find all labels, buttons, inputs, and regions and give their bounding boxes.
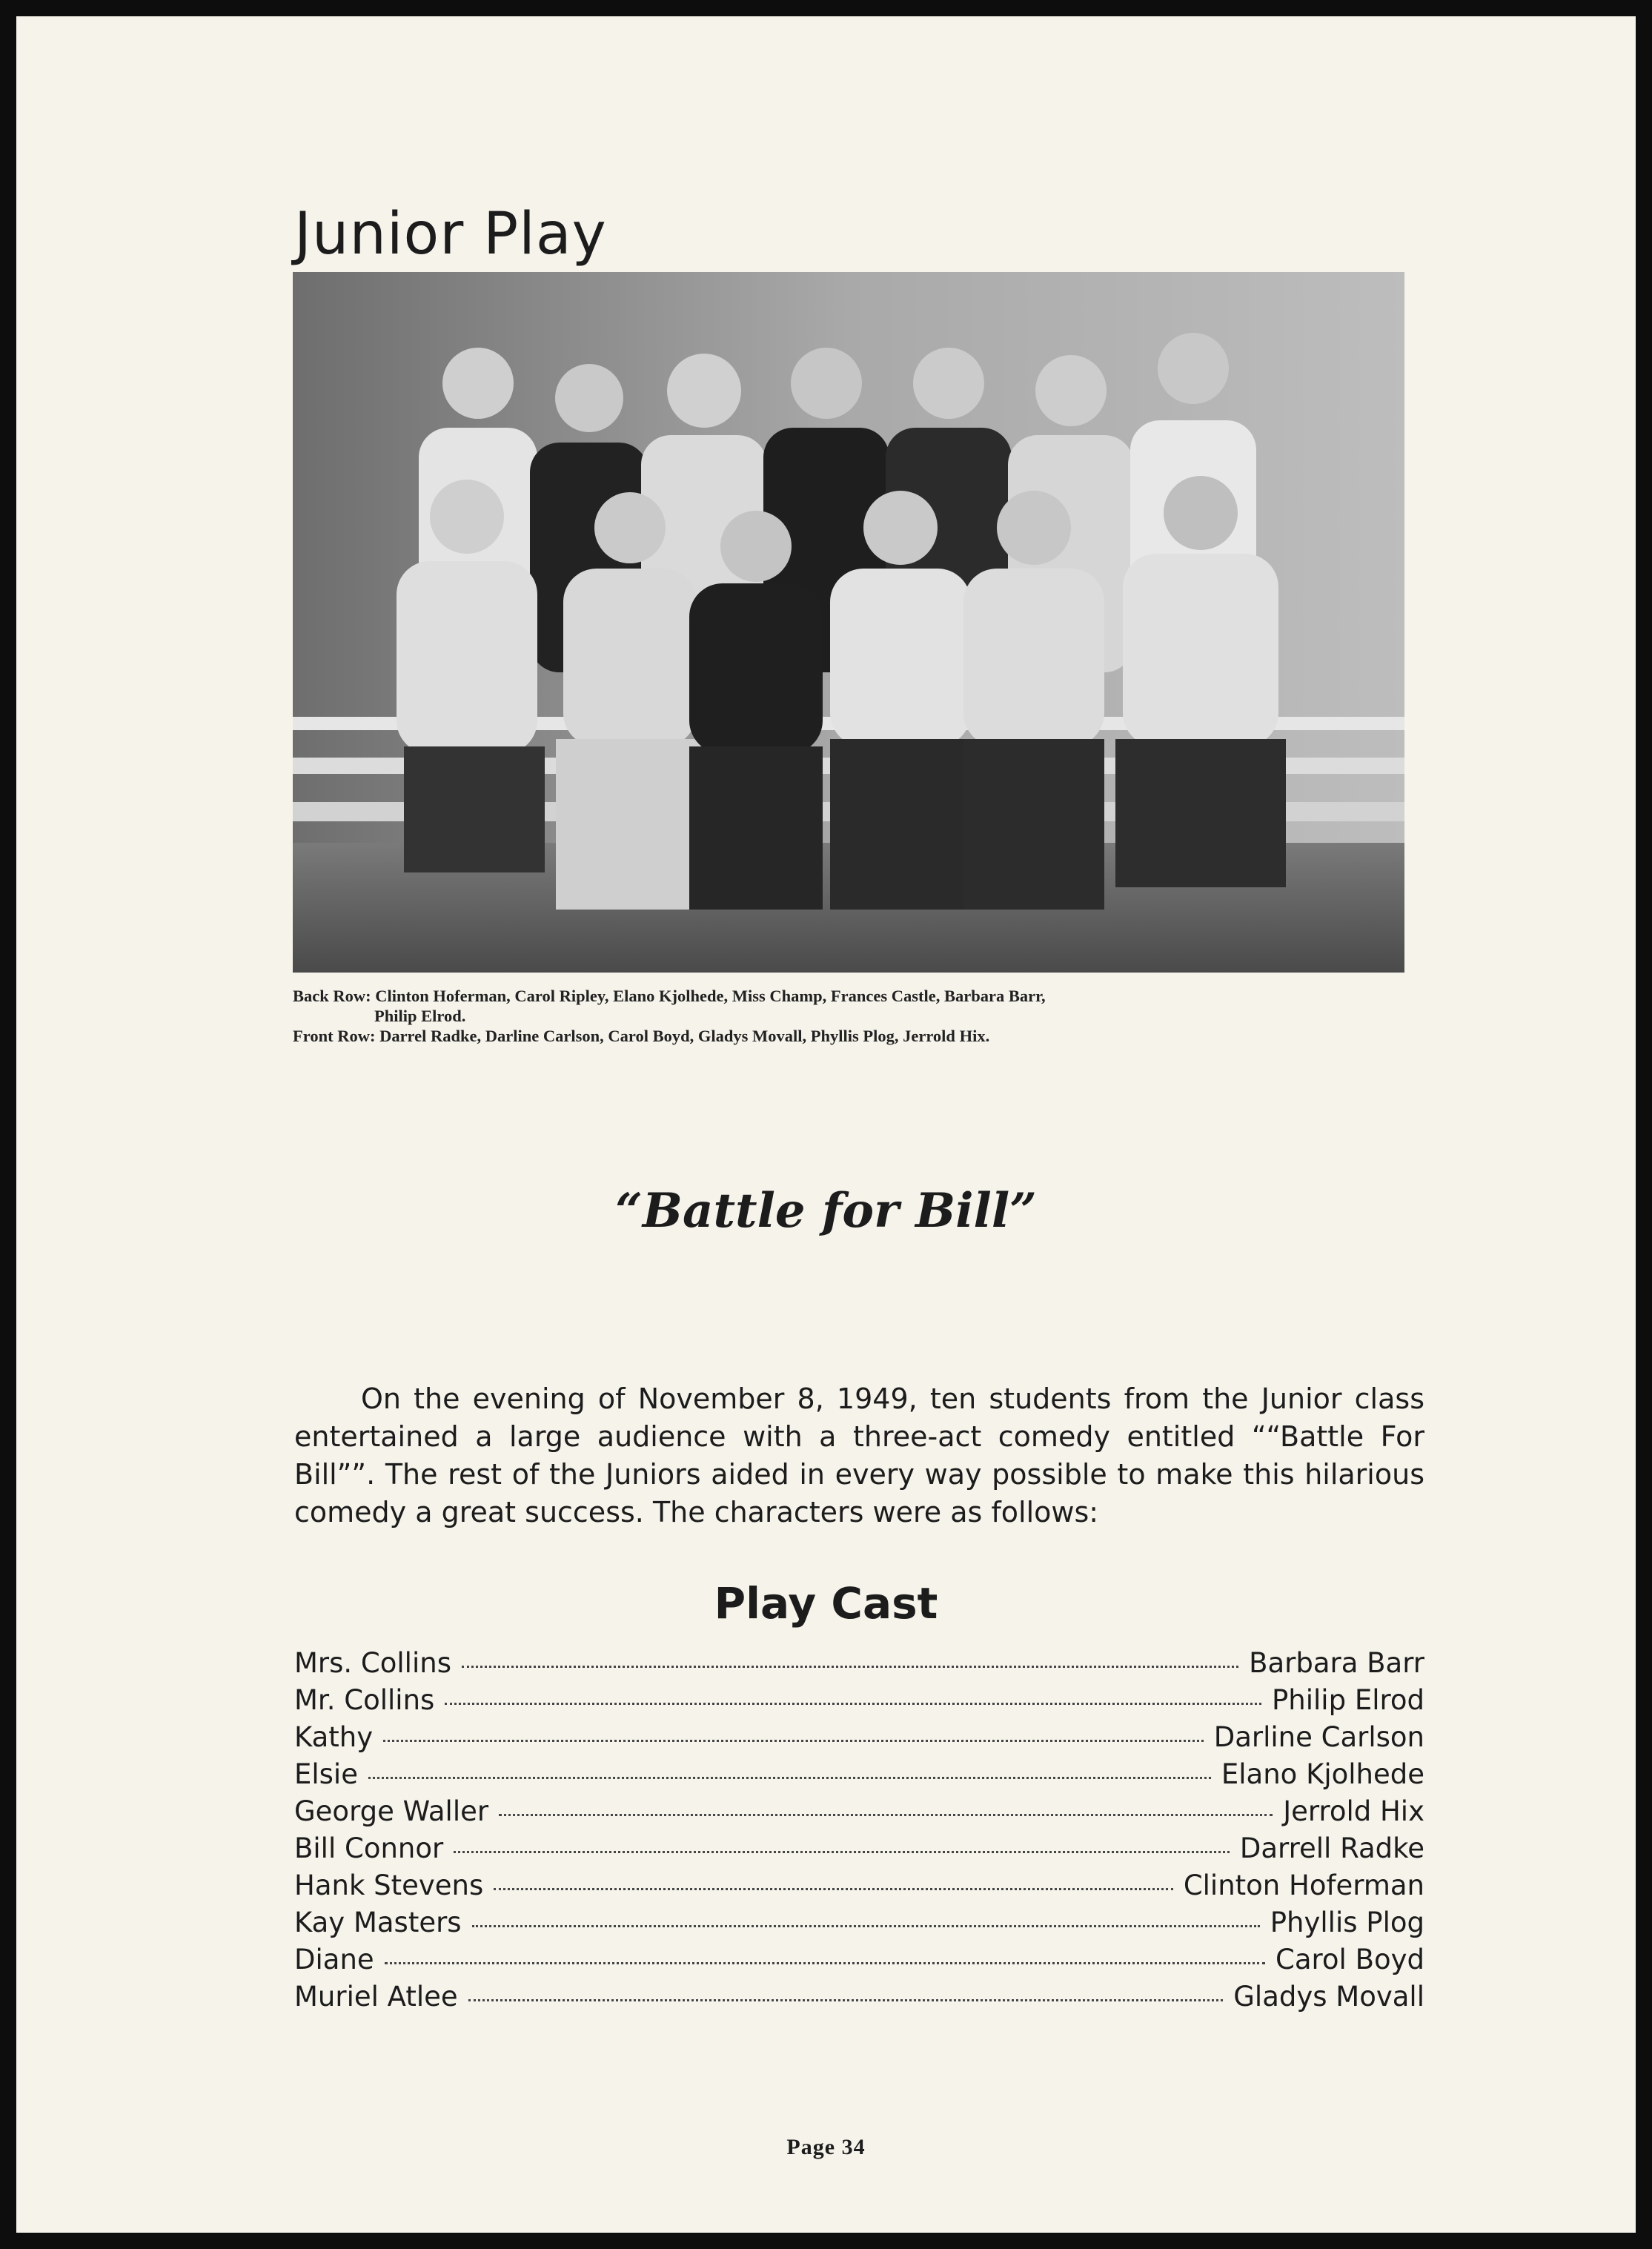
- cast-role: Hank Stevens: [294, 1869, 484, 1901]
- cast-actor: Jerrold Hix: [1283, 1795, 1424, 1827]
- description-paragraph: On the evening of November 8, 1949, ten students from the Junior class entertained a large audience with a three-act comedy entitled ““Battle For Bill””. The rest of the Juniors aided in every way possible to make this hilarious comedy a great success. The characters were as follows:: [294, 1382, 1424, 1528]
- cast-actor: Gladys Movall: [1233, 1981, 1424, 2013]
- page-heading: Junior Play: [294, 201, 607, 268]
- cast-entry: [294, 1944, 1424, 1981]
- cast-entry: [294, 1647, 1424, 1684]
- cast-role: Kathy: [294, 1721, 374, 1753]
- dot-leader: [494, 1888, 1173, 1890]
- cast-role: Bill Connor: [294, 1832, 444, 1864]
- group-photo: [293, 272, 1404, 973]
- cast-role: Kay Masters: [294, 1907, 462, 1938]
- dot-leader: [499, 1814, 1273, 1816]
- cast-entry: [294, 1981, 1424, 2018]
- caption-front-row: Front Row: Darrel Radke, Darline Carlson, Carol Boyd, Gladys Movall, Phyllis Plog, Jerrold Hix.: [293, 1027, 990, 1045]
- cast-actor: Barbara Barr: [1249, 1647, 1424, 1679]
- cast-role: Muriel Atlee: [294, 1981, 458, 2013]
- dot-leader: [383, 1740, 1204, 1742]
- dot-leader: [368, 1777, 1211, 1779]
- dot-leader: [445, 1703, 1261, 1705]
- cast-actor: Darrell Radke: [1239, 1832, 1424, 1864]
- photo-caption: [293, 986, 1412, 1046]
- dot-leader: [385, 1962, 1265, 1964]
- dot-leader: [462, 1666, 1238, 1668]
- cast-list: [294, 1647, 1424, 2018]
- cast-actor: Darline Carlson: [1213, 1721, 1424, 1753]
- yearbook-page: [16, 16, 1636, 2233]
- cast-entry: [294, 1907, 1424, 1944]
- cast-actor: Phyllis Plog: [1270, 1907, 1424, 1938]
- cast-role: Diane: [294, 1944, 374, 1975]
- dot-leader: [454, 1851, 1230, 1853]
- cast-role: George Waller: [294, 1795, 489, 1827]
- cast-entry: [294, 1832, 1424, 1869]
- caption-back-row: Back Row: Clinton Hoferman, Carol Ripley, Elano Kjolhede, Miss Champ, Frances Castle, Barbara Barr,: [293, 987, 1046, 1005]
- page-number: Page 34: [786, 2135, 866, 2159]
- dot-leader: [472, 1925, 1260, 1927]
- cast-actor: Elano Kjolhede: [1221, 1758, 1424, 1790]
- caption-back-row-continued: Philip Elrod.: [374, 1007, 466, 1025]
- cast-heading: Play Cast: [714, 1578, 938, 1629]
- cast-role: Mrs. Collins: [294, 1647, 451, 1679]
- dot-leader: [468, 1999, 1224, 2001]
- cast-entry: [294, 1795, 1424, 1832]
- cast-role: Elsie: [294, 1758, 358, 1790]
- cast-actor: Clinton Hoferman: [1183, 1869, 1424, 1901]
- cast-entry: [294, 1721, 1424, 1758]
- cast-entry: [294, 1869, 1424, 1907]
- cast-role: Mr. Collins: [294, 1684, 435, 1716]
- play-title: “Battle for Bill”: [615, 1183, 1037, 1239]
- cast-entry: [294, 1684, 1424, 1721]
- cast-entry: [294, 1758, 1424, 1795]
- cast-actor: Carol Boyd: [1276, 1944, 1424, 1975]
- cast-actor: Philip Elrod: [1271, 1684, 1424, 1716]
